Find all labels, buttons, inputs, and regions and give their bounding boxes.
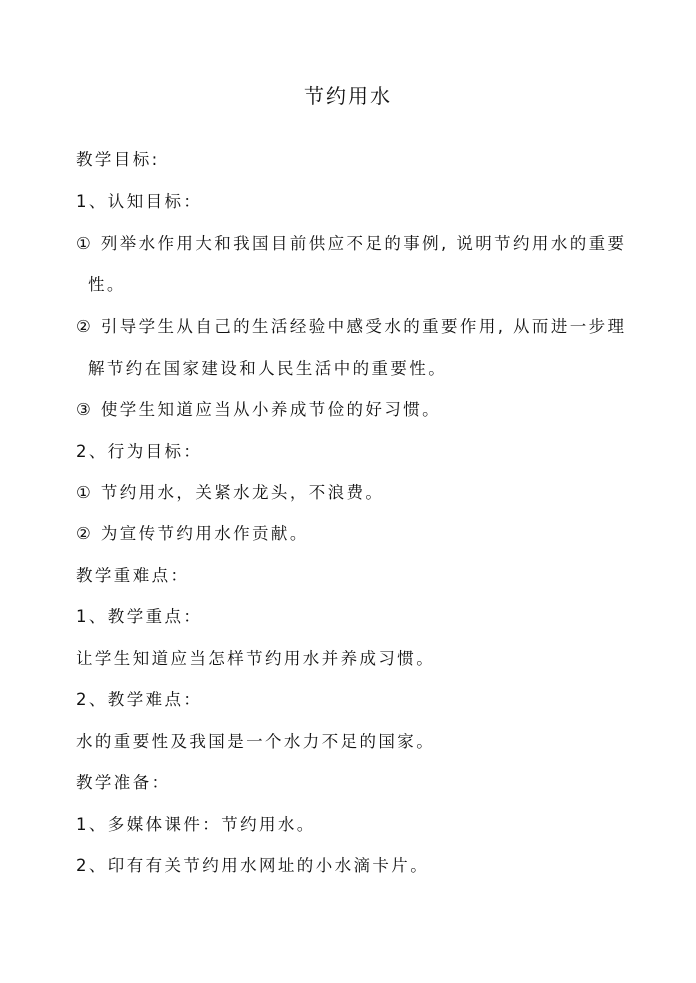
subheading-cognitive-goals: 1、认知目标： [76,192,203,211]
preparation-item-2: 2、印有有关节约用水网址的小水滴卡片。 [76,856,430,875]
difficult-point-text: 水的重要性及我国是一个水力不足的国家。 [76,732,436,751]
subheading-key-point: 1、教学重点： [76,607,203,626]
goal-item-3: ③ 使学生知道应当从小养成节俭的好习惯。 [76,400,442,419]
document-title: 节约用水 [304,84,392,108]
section-heading-preparation: 教学准备： [76,773,171,792]
goal-item-2: ② 引导学生从自己的生活经验中感受水的重要作用, 从而进一步理 [76,317,627,336]
subheading-behavior-goals: 2、行为目标： [76,442,203,461]
section-heading-key-difficult-points: 教学重难点： [76,566,190,585]
section-heading-teaching-goals: 教学目标: [76,150,160,169]
subheading-difficult-point: 2、教学难点： [76,690,203,709]
behavior-item-2: ② 为宣传节约用水作贡献。 [76,524,309,543]
behavior-item-1: ① 节约用水，关紧水龙头，不浪费。 [76,483,385,502]
goal-item-1: ① 列举水作用大和我国目前供应不足的事例, 说明节约用水的重要 [76,234,627,253]
preparation-item-1: 1、多媒体课件：节约用水。 [76,815,316,834]
goal-item-2-continued: 解节约在国家建设和人民生活中的重要性。 [88,359,448,378]
key-point-text: 让学生知道应当怎样节约用水并养成习惯。 [76,649,436,668]
goal-item-1-continued: 性。 [88,275,126,294]
